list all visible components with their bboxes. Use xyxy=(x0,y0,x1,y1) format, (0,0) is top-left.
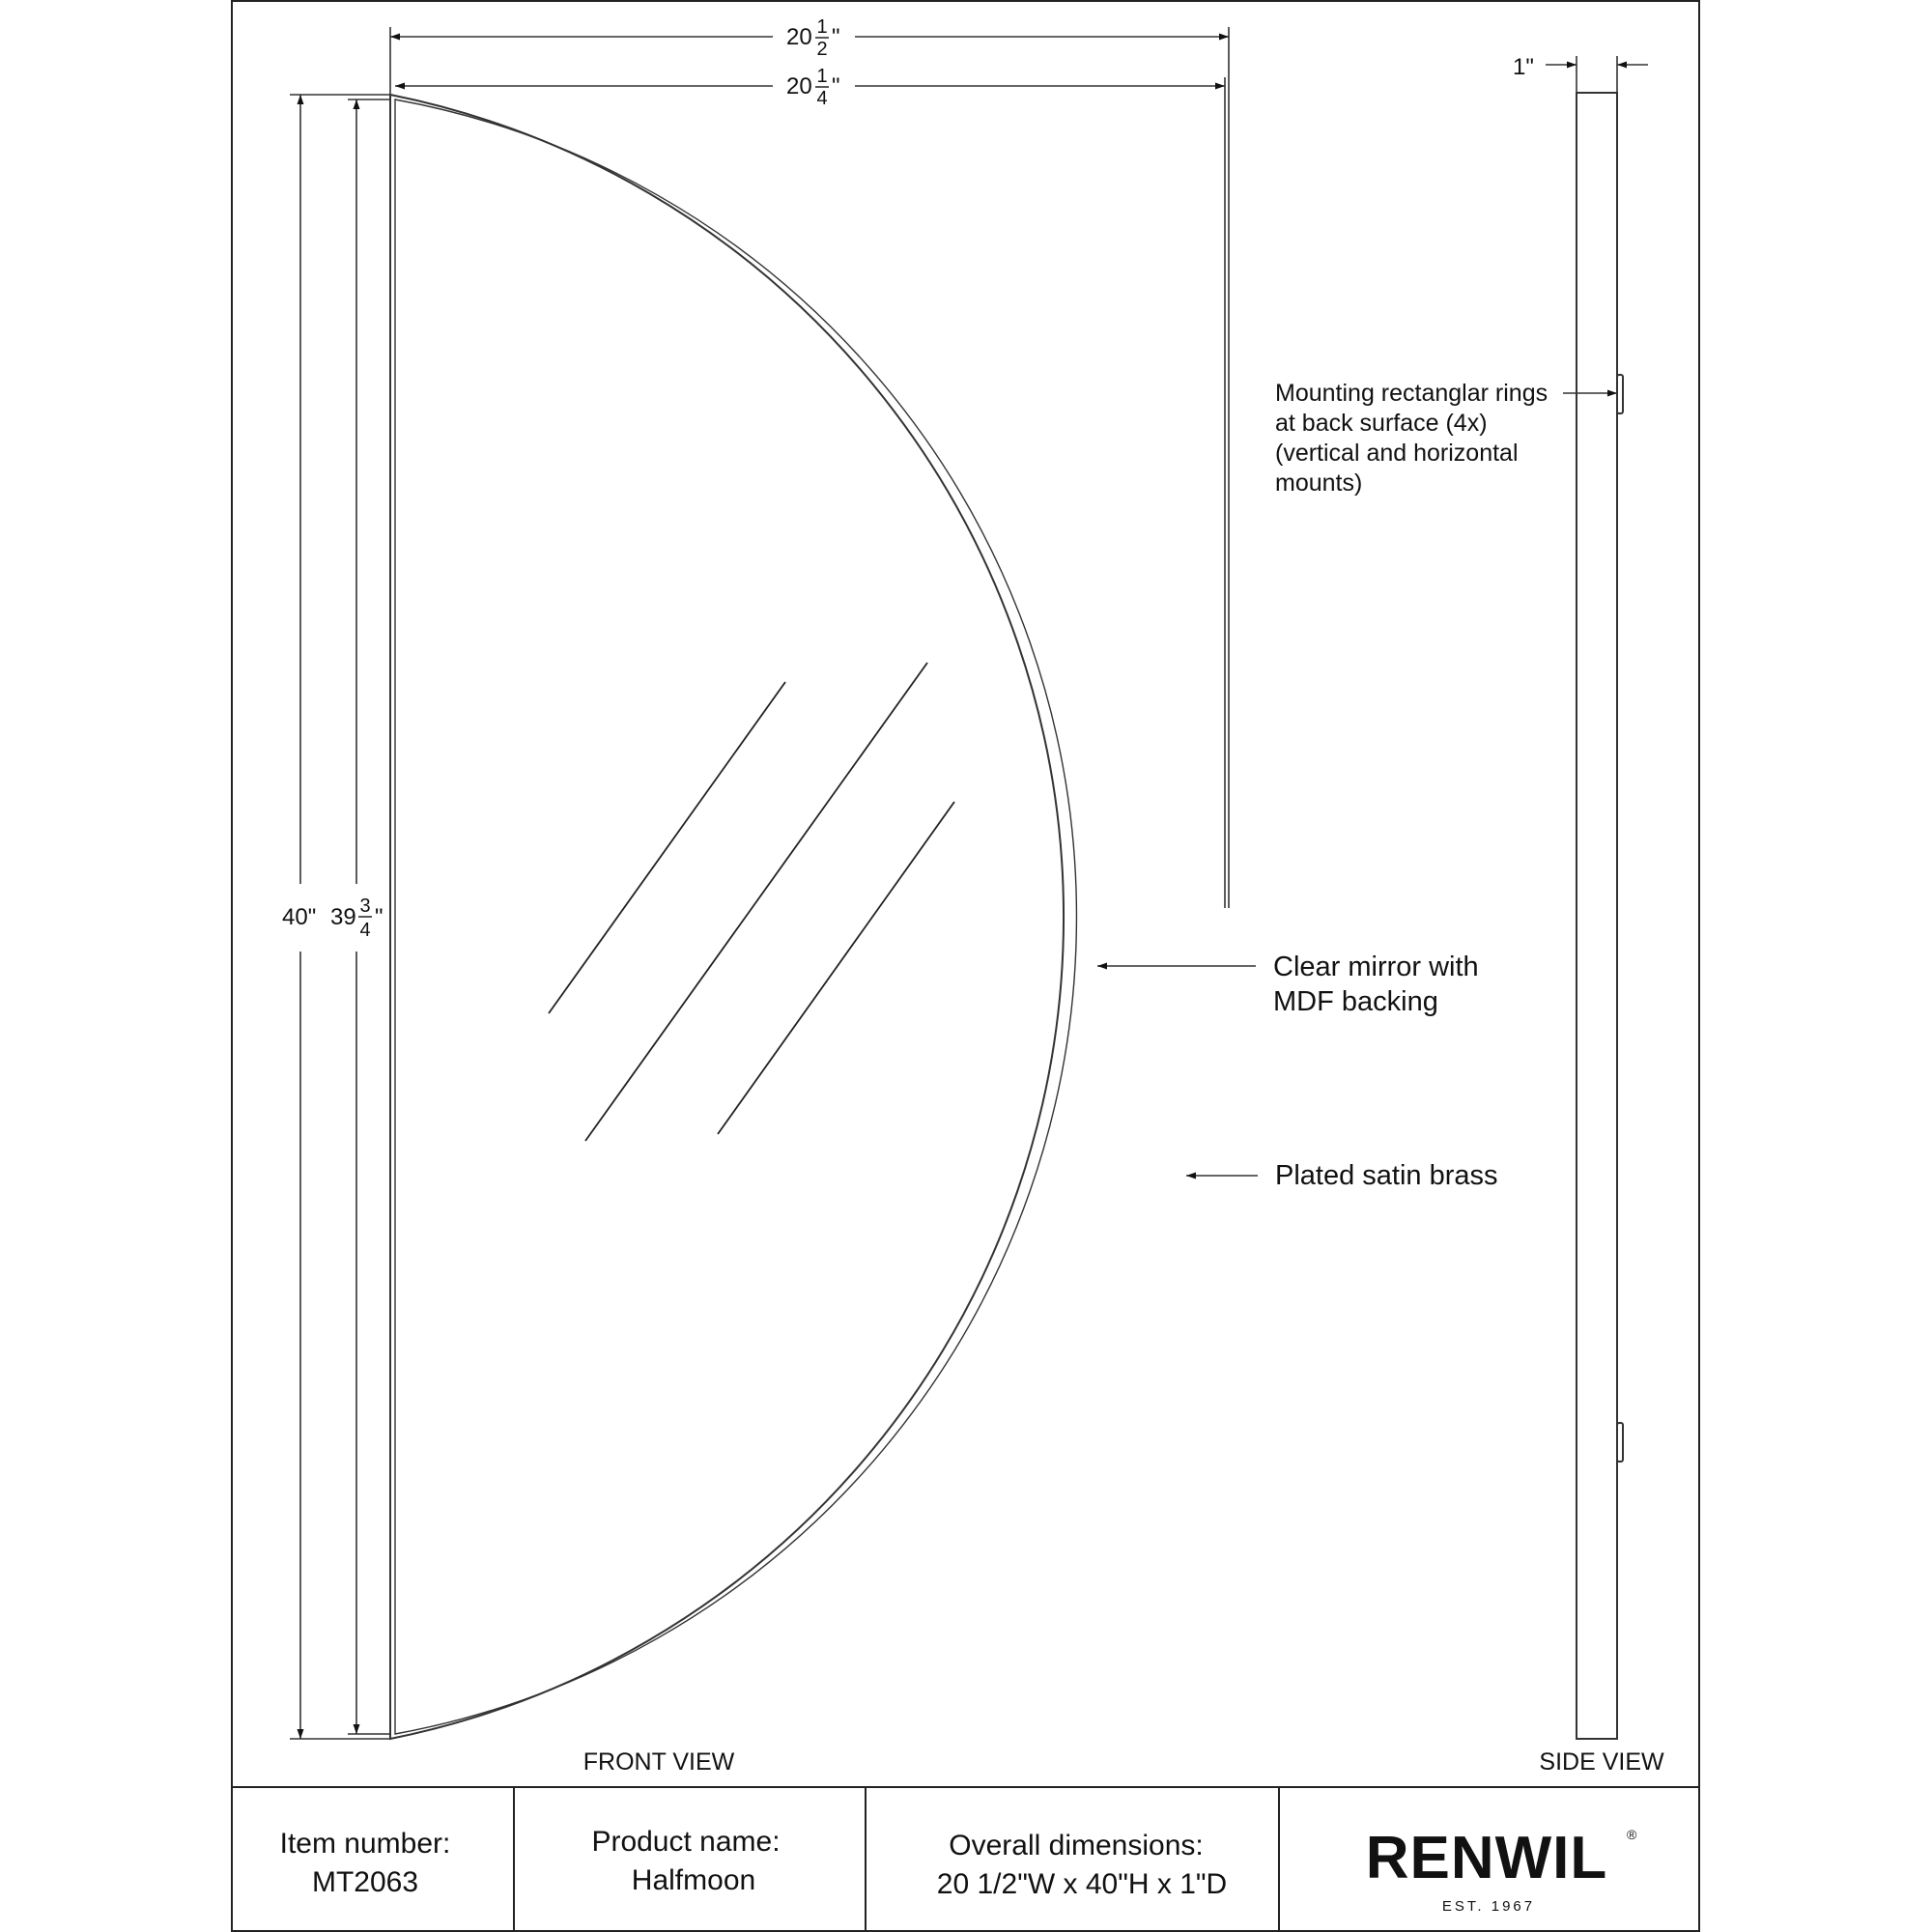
mirror-width-unit: " xyxy=(832,73,840,99)
mirror-width-dimension xyxy=(395,77,1225,908)
halfmoon-inner-outline xyxy=(395,99,1076,1734)
front-view-drawing xyxy=(390,95,1076,1739)
mirror-width-label xyxy=(786,66,840,109)
mirror-width-numerator: 1 xyxy=(816,66,828,87)
overall-width-dimension xyxy=(390,27,1229,908)
mirror-callout-line-2: MDF backing xyxy=(1273,986,1438,1017)
item-number-value: MT2063 xyxy=(311,1866,419,1898)
side-view-label: SIDE VIEW xyxy=(1539,1748,1664,1776)
title-block xyxy=(280,1826,1228,1900)
mounting-callout-line-3: (vertical and horizontal xyxy=(1275,440,1519,467)
overall-width-denominator: 2 xyxy=(816,39,828,60)
mirror-width-whole: 20 xyxy=(786,73,812,99)
mirror-height-label xyxy=(330,895,384,941)
mounting-ring-lower xyxy=(1617,1423,1623,1462)
mirror-height-denominator: 4 xyxy=(359,920,371,941)
mirror-glare-lines xyxy=(549,663,954,1141)
overall-width-label xyxy=(786,16,840,60)
item-number-label: Item number: xyxy=(279,1828,451,1860)
side-profile xyxy=(1577,93,1617,1739)
depth-dimension xyxy=(1546,56,1648,93)
frame-callout: Plated satin brass xyxy=(1275,1160,1498,1191)
halfmoon-outer-outline xyxy=(390,95,1064,1739)
depth-label: 1" xyxy=(1513,54,1534,80)
glare-line-2 xyxy=(585,663,927,1141)
mirror-height-whole: 39 xyxy=(330,904,356,930)
brand-tagline: EST. 1967 xyxy=(1441,1898,1536,1915)
brand-name: RENWIL xyxy=(1365,1825,1608,1891)
overall-dimensions-value: 20 1/2"W x 40"H x 1"D xyxy=(936,1868,1228,1900)
mounting-callout-line-1: Mounting rectanglar rings xyxy=(1275,380,1548,407)
brand-registered-mark: ® xyxy=(1627,1827,1637,1842)
mirror-width-denominator: 4 xyxy=(816,88,828,109)
mounting-callout xyxy=(1275,380,1548,497)
mounting-callout-line-2: at back surface (4x) xyxy=(1275,410,1488,437)
overall-width-whole: 20 xyxy=(786,24,812,50)
mirror-height-numerator: 3 xyxy=(359,895,371,917)
product-name-value: Halfmoon xyxy=(631,1864,756,1896)
glare-line-3 xyxy=(718,802,954,1134)
product-name-label: Product name: xyxy=(591,1826,781,1858)
mirror-callout xyxy=(1273,952,1479,1017)
overall-dimensions-label: Overall dimensions: xyxy=(949,1830,1204,1861)
overall-width-numerator: 1 xyxy=(816,16,828,38)
overall-height-label: 40" xyxy=(282,904,317,930)
mirror-height-unit: " xyxy=(375,904,384,930)
overall-width-unit: " xyxy=(832,24,840,50)
mirror-callout-line-1: Clear mirror with xyxy=(1273,952,1479,982)
brand-logo xyxy=(1366,1825,1637,1915)
sheet-border xyxy=(232,1,1699,1931)
mounting-callout-line-4: mounts) xyxy=(1275,469,1363,497)
mounting-ring-upper xyxy=(1617,375,1623,413)
glare-line-1 xyxy=(549,682,785,1013)
front-view-label: FRONT VIEW xyxy=(582,1748,735,1776)
side-view-drawing xyxy=(1577,93,1623,1739)
